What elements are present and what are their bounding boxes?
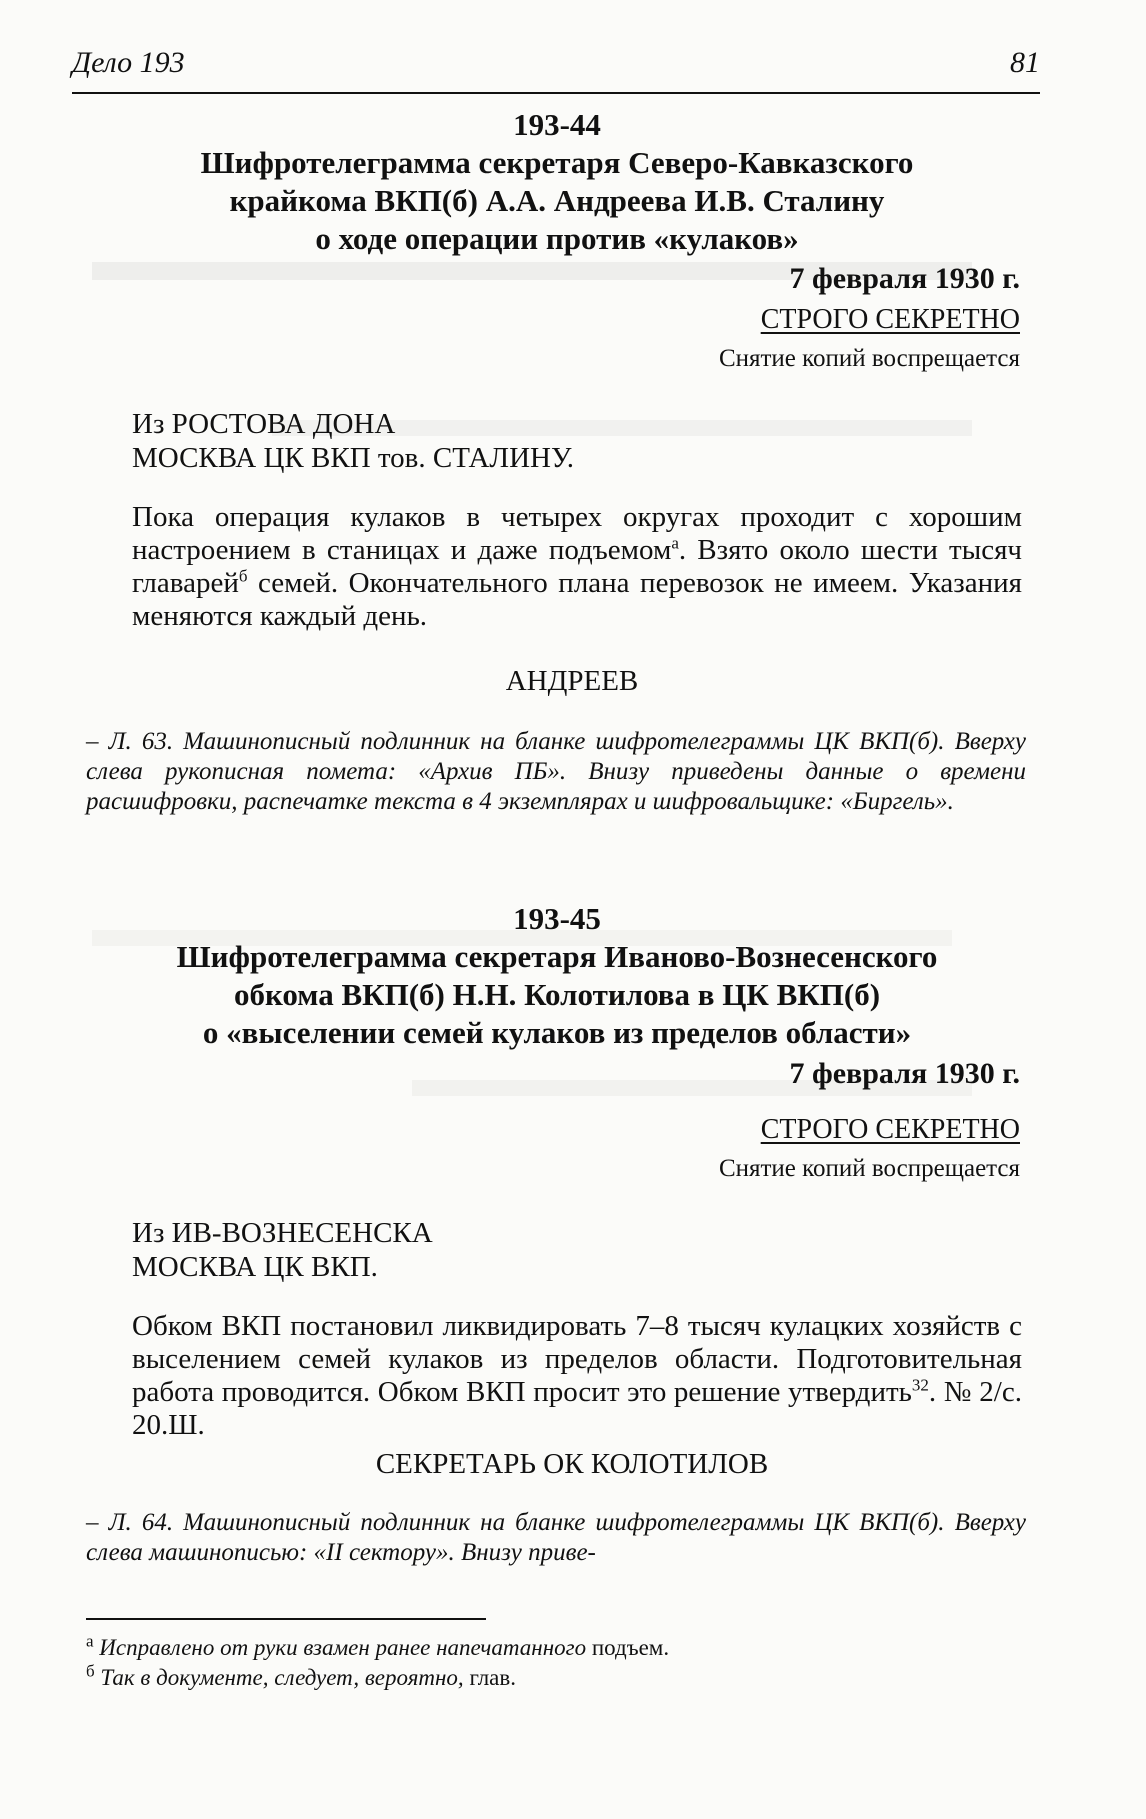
footnote-ref-b: б bbox=[238, 566, 248, 586]
footnote-text: подъем. bbox=[586, 1635, 670, 1660]
doc45-body-part-1: Обком ВКП постановил ликвидировать 7–8 тысяч кулацких хозяйств с выселением семей кулаков из пределов области. Подготовительная работа проводится. Обком ВКП просит это решение утвердить bbox=[132, 1310, 1022, 1408]
doc45-signature: СЕКРЕТАРЬ ОК КОЛОТИЛОВ bbox=[375, 1448, 769, 1480]
doc44-signature: АНДРЕЕВ bbox=[505, 665, 639, 697]
footnote-mark: б bbox=[86, 1661, 95, 1681]
footnote-a bbox=[86, 1631, 670, 1662]
footnote-text-italic: Исправлено от руки взамен ранее напечатанного bbox=[99, 1635, 587, 1660]
footnote-separator bbox=[86, 1618, 486, 1620]
footnote-ref-a: а bbox=[671, 533, 679, 553]
doc44-title-line-1: Шифротелеграмма секретаря Северо-Кавказского bbox=[200, 145, 914, 180]
footnote-mark: а bbox=[86, 1631, 94, 1651]
header-page-number: 81 bbox=[1010, 46, 1040, 79]
doc44-title-line-2: крайкома ВКП(б) А.А. Андреева И.В. Сталину bbox=[229, 183, 885, 218]
doc45-body-part-2: . № 2/с. 20.Ш. bbox=[132, 1376, 1022, 1441]
running-header bbox=[72, 46, 1040, 94]
doc45-title-line-1: Шифротелеграмма секретаря Иваново-Вознесенского bbox=[176, 939, 938, 974]
doc44-to: МОСКВА ЦК ВКП тов. СТАЛИНУ. bbox=[132, 442, 575, 474]
doc44-body-part-2: . Взято около шести тысяч главарей bbox=[132, 534, 1022, 599]
doc45-archival-note: – Л. 64. Машинописный подлинник на бланке шифротелеграммы ЦК ВКП(б). Вверху слева машинописью: «II сектору». Внизу приве- bbox=[86, 1509, 1026, 1566]
doc44-number: 193-44 bbox=[513, 107, 601, 142]
doc44-archival-note: – Л. 63. Машинописный подлинник на бланке шифротелеграммы ЦК ВКП(б). Вверху слева рукописная помета: «Архив ПБ». Внизу приведены данные о времени расшифровки, распечатке текста в 4 экземплярах и шифровальщике: «Биргель». bbox=[86, 728, 1026, 815]
endnote-ref-32: 32 bbox=[911, 1375, 929, 1395]
footnote-text-italic: Так в документе, следует, вероятно, bbox=[100, 1665, 464, 1690]
doc44-title-line-3: о ходе операции против «кулаков» bbox=[315, 221, 799, 256]
doc45-secret-stamp: СТРОГО СЕКРЕТНО bbox=[760, 1114, 1020, 1145]
doc44-body bbox=[132, 501, 1022, 633]
doc45-date: 7 февраля 1930 г. bbox=[789, 1057, 1020, 1090]
page bbox=[72, 0, 1042, 1819]
doc45-title-line-2: обкома ВКП(б) Н.Н. Колотилова в ЦК ВКП(б) bbox=[233, 977, 881, 1012]
doc44-date: 7 февраля 1930 г. bbox=[789, 262, 1020, 295]
doc45-body bbox=[132, 1310, 1022, 1442]
header-case-number: Дело 193 bbox=[72, 46, 185, 79]
doc45-no-copy: Снятие копий воспрещается bbox=[718, 1155, 1020, 1182]
doc45-title-line-3: о «выселении семей кулаков из пределов области» bbox=[202, 1015, 912, 1050]
footnote-b bbox=[86, 1661, 516, 1692]
footnote-text: глав. bbox=[463, 1665, 516, 1690]
doc45-from: Из ИВ-ВОЗНЕСЕНСКА bbox=[132, 1217, 433, 1249]
doc44-from: Из РОСТОВА ДОНА bbox=[132, 408, 396, 440]
doc44-body-part-1: Пока операция кулаков в четырех округах проходит с хорошим настроением в станицах и даже подъемом bbox=[132, 501, 1022, 566]
doc44-no-copy: Снятие копий воспрещается bbox=[718, 345, 1020, 372]
doc45-number: 193-45 bbox=[513, 901, 601, 936]
doc45-to: МОСКВА ЦК ВКП. bbox=[132, 1251, 378, 1283]
doc44-body-part-3: семей. Окончательного плана перевозок не имеем. Указания меняются каждый день. bbox=[132, 567, 1022, 632]
doc44-secret-stamp: СТРОГО СЕКРЕТНО bbox=[760, 304, 1020, 335]
